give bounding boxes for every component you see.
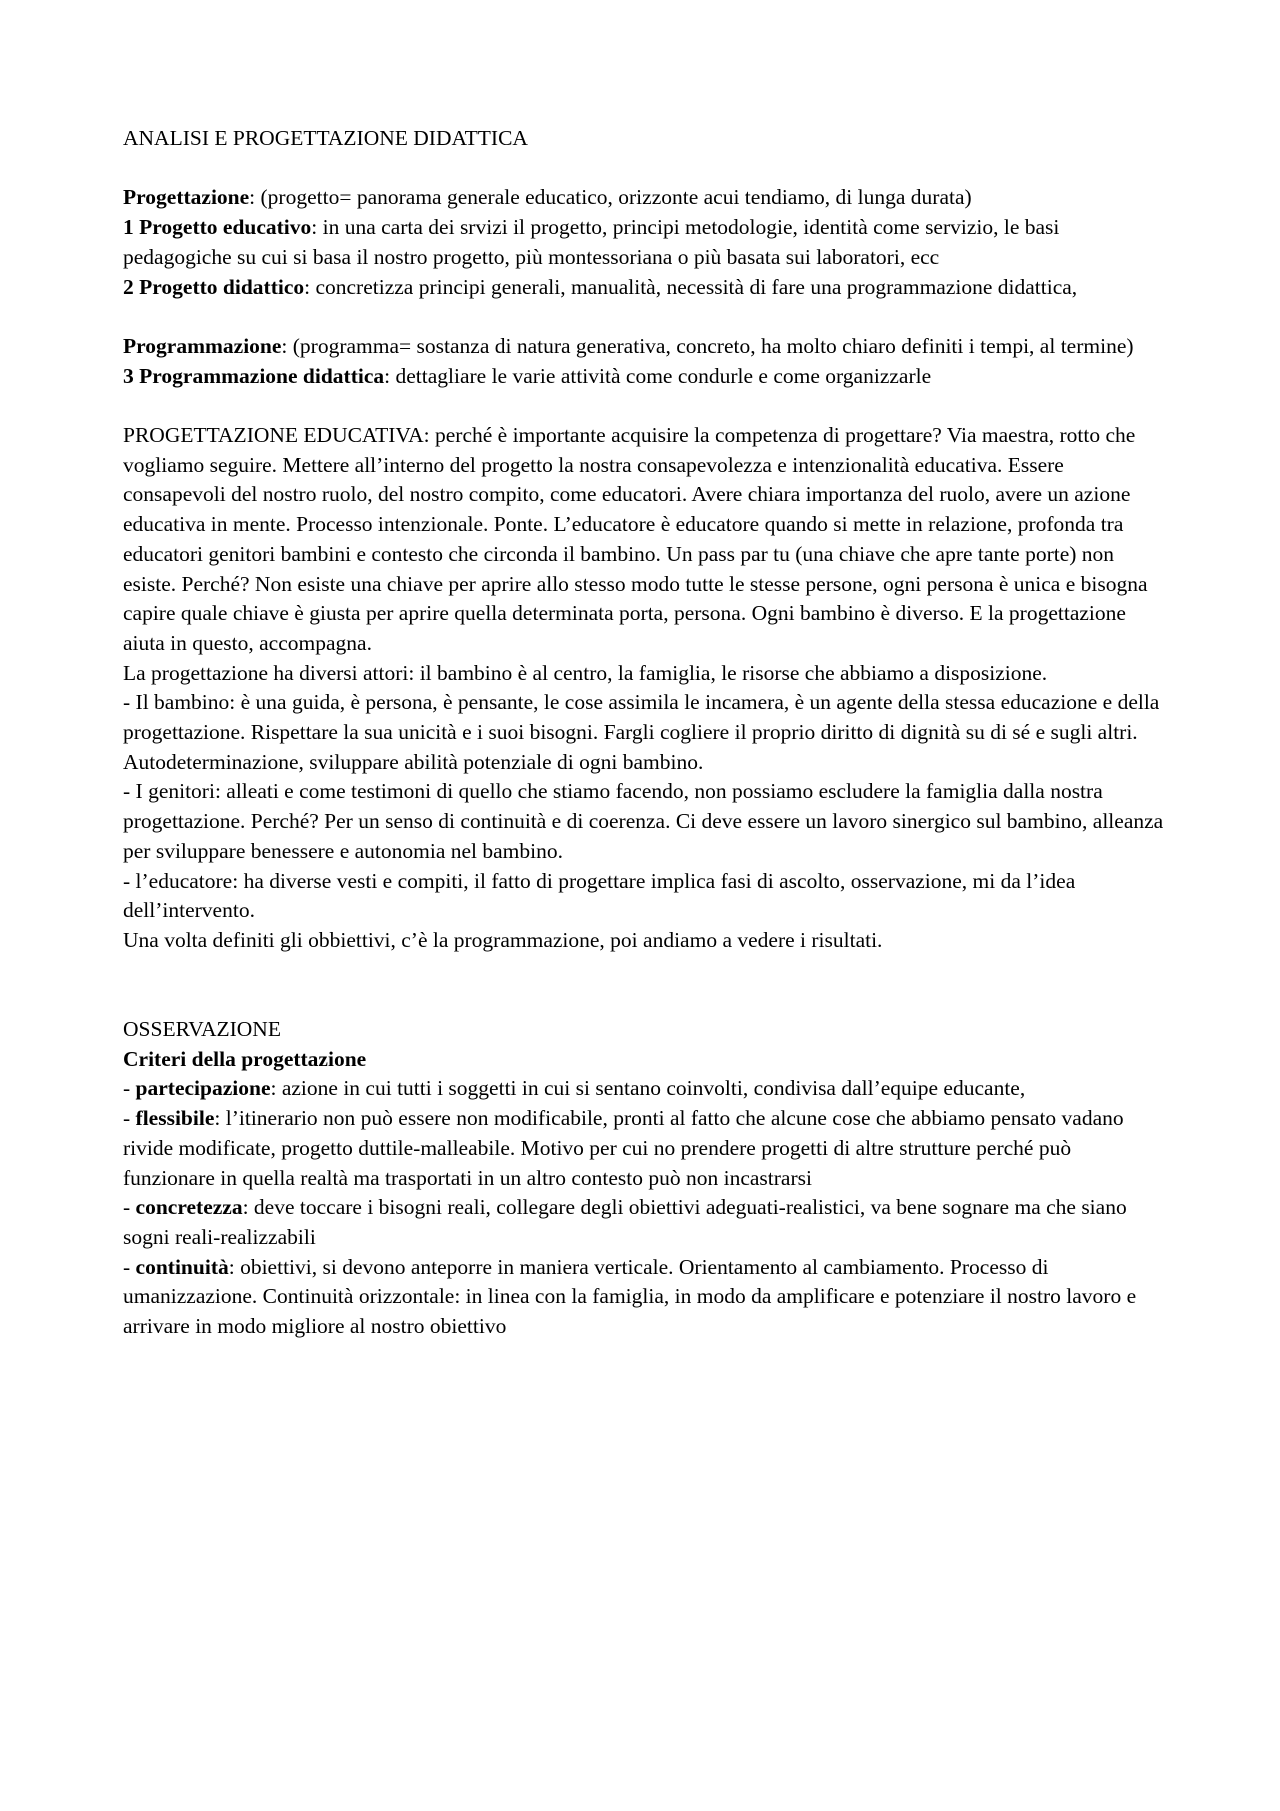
definition-programmazione — [123, 332, 1168, 362]
term: 1 Progetto educativo — [123, 215, 312, 240]
paragraph-bambino: - Il bambino: è una guida, è persona, è pensante, le cose assimila le incamera, è un agente della stessa educazione e della progettazione. Rispettare la sua unicità e i suoi bisogni. Fargli cogliere il proprio diritto di dignità su di sé e sugli altri. Autodeterminazione, sviluppare abilità potenziale di ogni bambino. — [123, 690, 1160, 774]
section-subheading-criteri: Criteri della progettazione — [123, 1046, 367, 1071]
criterion-text: : l’itinerario non può essere non modificabile, pronti al fatto che alcune cose che abbiamo pensato vadano rivide modificate, progetto duttile-malleabile. Motivo per cui no prendere progetti di altre strutture perché può funzionare in quella realtà ma trasportati in un altro contesto può non incastrarsi — [123, 1106, 1124, 1190]
definition-progettazione — [123, 183, 1168, 213]
paragraph-educatore: - l’educatore: ha diverse vesti e compiti, il fatto di progettare implica fasi di ascolto, osservazione, mi da l’idea dell’intervento. — [123, 868, 1076, 923]
term: 3 Programmazione didattica — [123, 363, 385, 388]
criterion-term: flessibile — [135, 1106, 215, 1131]
criterion-flessibile — [123, 1104, 1168, 1193]
criterion-prefix: - — [123, 1106, 136, 1131]
criterion-text: : obiettivi, si devono anteporre in maniera verticale. Orientamento al cambiamento. Processo di umanizzazione. Continuità orizzontale: in linea con la famiglia, in modo da amplificare e potenziare il nostro lavoro e arrivare in modo migliore al nostro obiettivo — [123, 1254, 1137, 1339]
criterion-concretezza — [123, 1193, 1168, 1252]
criterion-prefix: - — [123, 1195, 136, 1220]
criterion-term: partecipazione — [135, 1076, 271, 1101]
definition-text: : in una carta dei srvizi il progetto, principi metodologie, identità come servizio, le basi pedagogiche su cui si basa il nostro progetto, più montessoriana o più basata sui laboratori, ecc — [123, 215, 1060, 269]
criterion-term: continuità — [135, 1254, 229, 1279]
paragraph-progettazione-educativa: PROGETTAZIONE EDUCATIVA: perché è importante acquisire la competenza di progettare? Via maestra, rotto che vogliamo seguire. Mettere all’interno del progetto la nostra consapevolezza e intenzionalità educativa. Essere consapevoli del nostro ruolo, del nostro compito, come educatori. Avere chiara importanza del ruolo, avere un azione educativa in mente. Processo intenzionale. Ponte. L’educatore è educatore quando si mette in relazione, profonda tra educatori genitori bambini e contesto che circonda il bambino. Un pass par tu (una chiave che apre tante porte) non esiste. Perché? Non esiste una chiave per aprire allo stesso modo tutte le stesse persone, ogni persona è unica e bisogna capire quale chiave è giusta per aprire quella determinata porta, persona. Ogni bambino è diverso. E la progettazione aiuta in questo, accompagna. — [123, 422, 1148, 655]
section-heading-osservazione: OSSERVAZIONE — [123, 1017, 281, 1042]
paragraph-attori: La progettazione ha diversi attori: il bambino è al centro, la famiglia, le risorse che abbiamo a disposizione. — [123, 660, 1048, 685]
criterion-text: : azione in cui tutti i soggetti in cui si sentano coinvolti, condivisa dall’equipe educante, — [270, 1076, 1026, 1101]
criterion-partecipazione — [123, 1074, 1168, 1104]
document-body — [123, 124, 1168, 1342]
term: Programmazione — [123, 333, 282, 358]
document-title: ANALISI E PROGETTAZIONE DIDATTICA — [123, 126, 528, 150]
term: Progettazione — [123, 185, 250, 210]
definition-text: : (programma= sostanza di natura generativa, concreto, ha molto chiaro definiti i tempi, al termine) — [281, 333, 1134, 358]
term: 2 Progetto didattico — [123, 274, 305, 299]
definition-programmazione-didattica — [123, 362, 1168, 392]
definition-progetto-educativo — [123, 213, 1168, 272]
criterion-prefix: - — [123, 1076, 136, 1101]
definition-text: : dettagliare le varie attività come condurle e come organizzarle — [384, 363, 932, 388]
criterion-term: concretezza — [135, 1195, 243, 1220]
criterion-text: : deve toccare i bisogni reali, collegare degli obiettivi adeguati-realistici, va bene sognare ma che siano sogni reali-realizzabili — [123, 1195, 1127, 1249]
definition-text: : concretizza principi generali, manualità, necessità di fare una programmazione didattica, — [304, 274, 1078, 299]
paragraph-genitori: - I genitori: alleati e come testimoni di quello che stiamo facendo, non possiamo escludere la famiglia dalla nostra progettazione. Perché? Per un senso di continuità e di coerenza. Ci deve essere un lavoro sinergico sul bambino, alleanza per sviluppare benessere e autonomia nel bambino. — [123, 779, 1164, 863]
criterion-continuita — [123, 1253, 1168, 1342]
criterion-prefix: - — [123, 1254, 136, 1279]
paragraph-obbiettivi: Una volta definiti gli obbiettivi, c’è la programmazione, poi andiamo a vedere i risultati. — [123, 927, 883, 952]
definition-progetto-didattico — [123, 273, 1168, 303]
definition-text: : (progetto= panorama generale educatico, orizzonte acui tendiamo, di lunga durata) — [249, 185, 972, 210]
